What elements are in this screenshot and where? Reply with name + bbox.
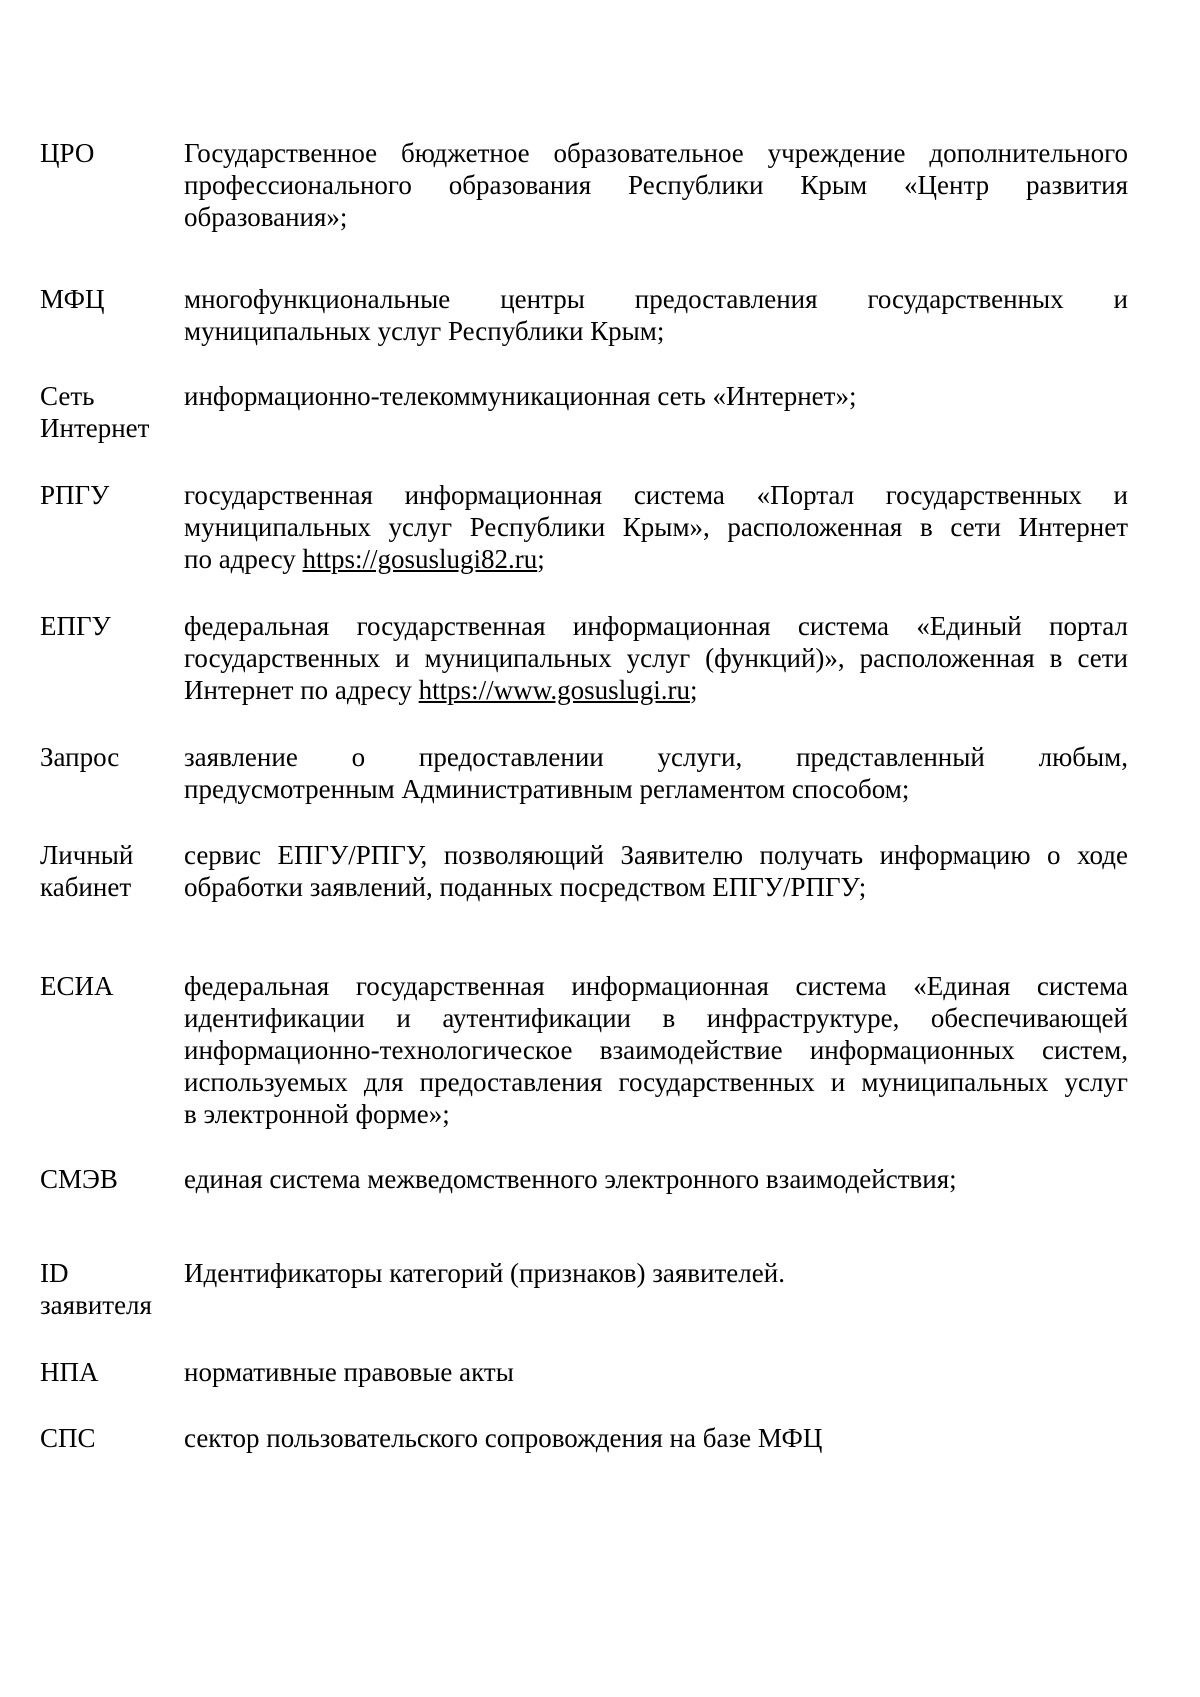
definition-line: сервис ЕПГУ/РПГУ, позволяющий Заявителю получать информацию о ходе (184, 840, 1128, 870)
definition-line: обработки заявлений, поданных посредством ЕПГУ/РПГУ; (184, 872, 867, 902)
definition-text: по адресу (184, 544, 303, 574)
glossary-definition (184, 970, 1128, 1130)
definition-line (184, 674, 1128, 706)
definition-line: муниципальных услуг Республики Крым; (184, 316, 665, 346)
definition-line: государственных и муниципальных услуг (функций)», расположенная в сети (184, 643, 1128, 673)
term-line: заявителя (40, 1290, 152, 1320)
definition-line: государственная информационная система «Портал государственных и (184, 480, 1128, 510)
glossary-definition (184, 610, 1128, 706)
term-line: НПА (40, 1357, 99, 1387)
glossary-term (40, 380, 175, 444)
term-line: Личный (40, 840, 134, 870)
definition-line: нормативные правовые акты (184, 1357, 514, 1387)
glossary-definition (184, 839, 1128, 903)
definition-line: федеральная государственная информационная система «Единый портал (184, 611, 1128, 641)
definition-line: заявление о предоставлении услуги, представленный любым, (184, 742, 1128, 772)
definition-line: федеральная государственная информационная система «Единая система (184, 971, 1128, 1001)
definition-line: единая система межведомственного электронного взаимодействия; (184, 1164, 957, 1194)
glossary-definition (184, 1163, 1128, 1195)
term-line: ЦРО (40, 138, 95, 168)
glossary-term (40, 839, 175, 903)
definition-text: Интернет по адресу (184, 675, 419, 705)
glossary-term (40, 610, 175, 642)
definition-line: идентификации и аутентификации в инфраструктуре, обеспечивающей (184, 1003, 1128, 1033)
definition-text: ; (537, 544, 545, 574)
term-line: Запрос (40, 742, 120, 772)
term-line: ЕСИА (40, 971, 114, 1001)
definition-line: Государственное бюджетное образовательное учреждение дополнительного (184, 138, 1128, 168)
gosuslugi-link[interactable]: https://www.gosuslugi.ru (418, 675, 690, 705)
term-line: СПС (40, 1423, 96, 1453)
definition-line: муниципальных услуг Республики Крым», расположенная в сети Интернет (184, 512, 1128, 542)
term-line: кабинет (40, 872, 132, 902)
glossary-term (40, 479, 175, 511)
glossary-term (40, 1163, 175, 1195)
term-line: Интернет (40, 413, 150, 443)
glossary-term (40, 137, 175, 169)
definition-line: предусмотренным Административным регламентом способом; (184, 774, 910, 804)
definition-line: Идентификаторы категорий (признаков) заявителей. (184, 1258, 785, 1288)
glossary-definition (184, 1257, 1128, 1289)
term-line: ЕПГУ (40, 611, 111, 641)
glossary-term (40, 970, 175, 1002)
term-line: РПГУ (40, 480, 110, 510)
glossary-term (40, 1356, 175, 1388)
definition-line: образования»; (184, 202, 348, 232)
term-line: МФЦ (40, 284, 105, 314)
glossary-definition (184, 1356, 1128, 1388)
glossary-definition (184, 1422, 1128, 1454)
glossary-definition (184, 283, 1128, 347)
definition-line: сектор пользовательского сопровождения на базе МФЦ (184, 1423, 823, 1453)
definition-text: ; (689, 675, 698, 705)
definition-line: профессионального образования Республики Крым «Центр развития (184, 170, 1128, 200)
glossary-term (40, 1422, 175, 1454)
definition-line: в электронной форме»; (184, 1099, 450, 1129)
definition-line: используемых для предоставления государственных и муниципальных услуг (184, 1067, 1128, 1097)
definition-line (184, 543, 1128, 575)
definition-line: многофункциональные центры предоставления государственных и (184, 284, 1128, 314)
term-line: СМЭВ (40, 1164, 118, 1194)
definition-line: информационно-технологическое взаимодействие информационных систем, (184, 1035, 1128, 1065)
glossary-definition (184, 137, 1128, 233)
glossary-term (40, 1257, 175, 1321)
gosuslugi82-link[interactable]: https://gosuslugi82.ru (302, 544, 538, 574)
glossary-definition (184, 380, 1128, 412)
glossary-term (40, 741, 175, 773)
definition-line: информационно-телекоммуникационная сеть «Интернет»; (184, 381, 857, 411)
glossary-definition (184, 741, 1128, 805)
term-line: ID (40, 1258, 69, 1288)
glossary-term (40, 283, 175, 315)
term-line: Сеть (40, 381, 95, 411)
glossary-definition (184, 479, 1128, 575)
